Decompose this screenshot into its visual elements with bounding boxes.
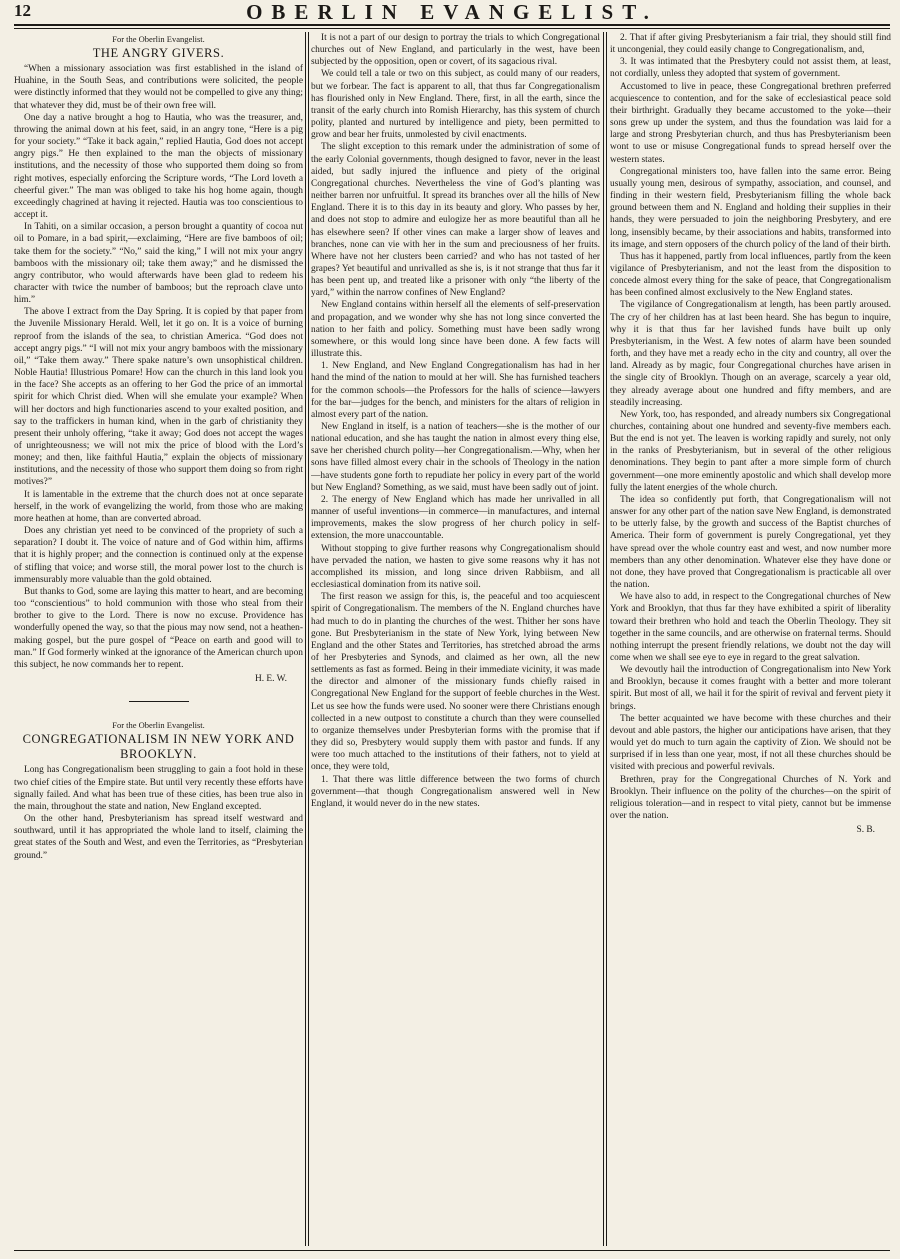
paragraph: On the other hand, Presbyterianism has spread itself westward and southward, until it has appropriated the whole land to itself, claiming the great states of the South and West, and even the Territories, as “Presbyterian ground.” [14,814,303,861]
paragraph: Accustomed to live in peace, these Congregational brethren preferred acquiescence to contention, and for the sake of ecclesiastical peace sold their birthright. Gradually they became accustomed to the yoke—their sons grew up under the system, and thus the foundation was laid for a large and strong Presbyterian church, and thus has Presbyterianism been wont to use or misuse Congregational funds to spread herself over the western states. [610,81,891,165]
article-divider [14,693,303,705]
paragraph: Does any christian yet need to be convinced of the propriety of such a separation? I doubt it. The voice of nature and of God within him, affirms that it is highly proper; and the connection is continued only at the expense of stifling that voice; and worse still, the moral power lost to the church is immensurably more valuable than the gold obtained. [14,526,303,585]
column-rule [305,32,306,1246]
paragraph: One day a native brought a hog to Hautia, who was the treasurer, and, throwing the animal down at his feet, said, in an angry tone, “Here is a pig for your society.” “Take it back again,” replied Hautia, God does not accept angry pigs.” He then explained to the man the objects of missionary institutions, and the necessity of those who supported them doing so from right motives, especially enforcing the Scripture words, “The Lord loveth a cheerful giver.” The man was obliged to take his hog home again, though exceedingly chagrined at having it rejected. Hautia was too conscientious to accept it. [14,112,303,221]
author-signature: S. B. [856,825,875,836]
paragraph: We devoutly hail the introduction of Congregationalism into New York and Brooklyn, because it comes fraught with a better and more tolerant spirit. But most of all, we hail it for the spirit of revival and fervent piety it brings. [610,665,891,712]
paragraph: In Tahiti, on a similar occasion, a person brought a quantity of cocoa nut oil to Pomare, in a bad spirit,—exclaiming, “Here are five bamboos of oil; take them for the society.” “No,” said the king,” I will not mix your angry bamboos with the missionary oil; take them away;” and he dismissed the angry contributor, who would afterwards have been glad to redeem his character with twice the number of bamboos; but the reproach clave unto him.” [14,222,303,306]
author-signature: H. E. W. [254,673,287,684]
paragraph: 2. The energy of New England which has made her unrivalled in all manner of useful inventions—in commerce—in manufactures, and internal improvements, makes the slow progress of her church policy in self-extension, the more unaccountable. [311,494,600,542]
page-bottom-rule [14,1250,890,1251]
paragraph: The idea so confidently put forth, that Congregationalism will not answer for any other part of the nation save New England, is demonstrated to be utterly false, by the growth and success of the Baptist churches of America. Their form of government is purely Congregational, yet they have spread over the whole country east and west, and now number more members than any other denomination. Whatever else they have done or not done, they have proved that Congregationalism is practicable all over the nation. [610,494,891,591]
paragraph: But thanks to God, some are laying this matter to heart, and are becoming too “conscientious” to hold communion with those who steal from their brother to give to the Lord. There is now no excuse. Providence has wonderfully opened the way, so that the pious may now send, not a heathen-making gospel, but the pure gospel of “Peace on earth and good will to man.” If God formerly winked at the ignorance of the American church upon this subject, he now commands her to repent. [14,586,303,670]
paragraph: Congregational ministers too, have fallen into the same error. Being usually young men, desirous of sympathy, association, and counsel, and finding in their western field, Presbyterianism filling the whole back ground between them and N. England and holding their supplies in their hands, they were persuaded to join the neighboring Presbytery, and ere long, insensibly became, by their associations and habits, transformed into its image, and stern opposers of the church policy of the land of their birth. [610,166,891,250]
article-title: CONGREGATIONALISM IN NEW YORK AND BROOKLYN. [22,732,295,762]
column-1 [14,32,303,1244]
column-rule [606,32,607,1246]
column-rule [603,32,604,1246]
paragraph: Long has Congregationalism been struggling to gain a foot hold in these two chief cities of the Empire state. But until very recently these efforts have signally failed. And what has been true of these cities, has been true also in the main, throughout the state and nation, New England excepted. [14,765,303,812]
newspaper-title: OBERLIN EVANGELIST. [246,0,658,24]
paragraph: We could tell a tale or two on this subject, as could many of our readers, but we forbear. The fact is apparent to all, that thus far Congregationalism has flourished only in New England. There, first, in all the earth, since the transit of the early church into Romish Hierarchy, has this system of church polity, planted and nurtured by intelligence and piety, been permitted to grow and bear her fruits, unmolested by civil enactments. [311,69,600,141]
masthead [14,0,890,24]
paragraph: 3. It was intimated that the Presbytery could not assist them, at least, not cordially, unless they adopted that system of government. [610,57,891,80]
paragraph: 2. That if after giving Presbyterianism a fair trial, they should still find it uncongenial, they could easily change to Congregationalism, and, [610,33,891,56]
paragraph: The above I extract from the Day Spring. It is copied by that paper from the Juvenile Missionary Herald. Well, let it go on. It is a voice of burning reproof from the islands of the sea, to christian America. “God does not accept angry pigs.” “I will not mix your angry bamboos with the missionary oil,” “Take them away.” There spake nature’s own unsophistical children. Noble Hautia! Illustrious Pomare! How can the church in this land look you in the face? She accepts as an offering to her God the price of an immortal spirit for which Christ died. When will she emulate your example? When will her doctors and high functionaries ascend to your exalted position, and say to the traffickers in human kind, when in the garb of christianity they present their unholy offering, “take it away; God does not accept the wages of unrighteousness; we will not mix the price of blood with the Lord’s money; and then, like faithful Hautia,” explain the objects of missionary institutions, and the necessity of those who support them doing so from right motives?” [14,307,303,488]
column-rule [308,32,309,1246]
article-title: THE ANGRY GIVERS. [92,46,225,61]
column-2 [311,32,600,1244]
column-3 [610,32,891,1244]
masthead-rule [14,24,890,26]
paragraph: The vigilance of Congregationalism at length, has been partly aroused. The cry of her children has at last been heard. She has begun to inquire, why it is that thus far her lavished funds have built up only Presbyterianism, in the West. A few notes of alarm have been sounded forth, and they have met a ready echo in the city and country, all over the land. Already as by magic, four Congregational churches have arisen in the single city of Brooklyn. Though on an average, scarcely a year old, they already average about one hundred and fifty members, and are steadily increasing. [610,300,891,408]
paragraph: We have also to add, in respect to the Congregational churches of New York and Brooklyn, that thus far they have exhibited a spirit of liberality toward their brethren who hold and teach the Oberlin Theology. They sit together in the same councils, and are otherwise on fraternal terms. Should nothing interrupt the present friendly relations, we doubt not the day will come when we shall see eye to eye in regard to the great salvation. [610,592,891,663]
page-number: 12 [14,1,31,20]
paragraph: It is not a part of our design to portray the trials to which Congregational churches out of New England, and particularly in the west, have been subjected by the opposition, open or covert, of its sagacious rival. [311,33,600,68]
paragraph: “When a missionary association was first established in the island of Huahine, in the South Seas, and contributions were solicited, the people were distinctly informed that they would not be compelled to give any thing; that whatever they did, must be of their own free will. [14,64,303,111]
paragraph: 1. New England, and New England Congregationalism has had in her hand the mind of the nation to mould at her will. She has furnished teachers for the common schools—the Professors for the halls of science—lawyers for the bar—judges for the bench, and ministers for the altars of religion in almost every part of the nation. [311,361,600,420]
paragraph: Brethren, pray for the Congregational Churches of N. York and Brooklyn. Their influence on the polity of the churches—on the spirit of religious toleration—and in respect to vital piety, cannot but be immense over the nation. [610,774,891,821]
paragraph: New England contains within herself all the elements of self-preservation and propagation, and we wonder why she has not long since converted the nation to her faith and policy. Something must have been sadly wrong somewhere, or this would long since have been done. A few facts will illustrate this. [311,300,600,360]
paragraph: The better acquainted we have become with these churches and their devout and able pastors, the higher our anticipations have arisen, that they would yet do much to turn again the captivity of Zion. We should not be surprised if in less than one year, most, if not all these churches should be visited with precious and powerful revivals. [610,713,891,773]
article-source: For the Oberlin Evangelist. [112,720,205,731]
paragraph: Without stopping to give further reasons why Congregationalism should have pervaded the nation, we hasten to give some reasons why it has not accomplished its mission, and long since driven Rabbiism, and all ecclesiastical domination from its native soil. [311,543,600,591]
paragraph: The slight exception to this remark under the administration of some of the early Colonial governments, though designed to favor, never in the least aided, but sadly injured the influence and piety of the original Congregational churches. Nevertheless the vine of God’s planting was neither barren nor unfruitful. It spread its branches over all the hills of New England. There it is to this day in its beauty and glory. Who passes by her, and does not stop to admire and eulogize her as more beautiful than all he has elsewhere seen? If other vines can make a larger show of leaves and branches, none can vie with her in the sum and preciousness of her fruits. Where have not her clusters been carried? and who has not tasted of her grapes? Yet beautiful and unrivalled as she is, is it not strange that thus far it has been pent up, and treated like a prisoner with only “the liberty of the yard,” within the narrow confines of New England? [311,142,600,299]
masthead-rule-thin [14,28,890,29]
paragraph: New England in itself, is a nation of teachers—she is the mother of our national education, and she has taught the nation in almost every thing else, save her cherished church polity—her Congregationalism.—Why, when her sons have filled almost every chair in the schools of Theology in the nation—have students gone forth to repudiate her policy in every part of the world but New England? Something, as we said, must have been sadly out of joint. [311,422,600,493]
paragraph: Thus has it happened, partly from local influences, partly from the keen vigilance of Presbyterianism, and not the least from the disposition to concede almost every thing for the sake of peace, that Congregationalism has been confined almost exclusively to the New England states. [610,251,891,299]
paragraph: 1. That there was little difference between the two forms of church government—that though Congregationalism answered well in New England, it would never do in the new states. [311,774,600,809]
paragraph: New York, too, has responded, and already numbers six Congregational churches, containing about one hundred and seventy-five members each. But the end is not yet. The leaven is working rapidly and surely, not only in the ranks of Presbyterianism, but in several of the other religious denominations. They begin to pant after a more simple form of church government—one more eminently apostolic and which shall develop more fully the latent energies of the whole church. [610,409,891,493]
paragraph: It is lamentable in the extreme that the church does not at once separate herself, in the work of evangelizing the world, from those who are making more heathen at home, than are converted abroad. [14,489,303,524]
paragraph: The first reason we assign for this, is, the peaceful and too acquiescent spirit of Congregationalism. The members of the N. England churches have had much to do in planting the churches of the west. Thither her sons have gone. But Presbyterianism in the state of New York, lying between New England and the other States and Territories, has stretched abroad the arms of her Presbyteries and Synods, and claimed as her own, all the new settlements as fast as formed. Being in their immediate vicinity, it was made the director and almoner of the missionary funds chiefly raised in Congregational New England for the support of feeble churches in the West. Let us see how the funds were used. No sooner were there Christians enough collected in a new outpost to constitute a church than they were counselled to organize themselves under Presbyterian forms with the promise that if they did so, Presbytery would supply them with pastor and funds. If any were too much attached to the institutions of their fathers, not to yield at once, they were told, [311,592,600,773]
article-source: For the Oberlin Evangelist. [112,34,205,44]
